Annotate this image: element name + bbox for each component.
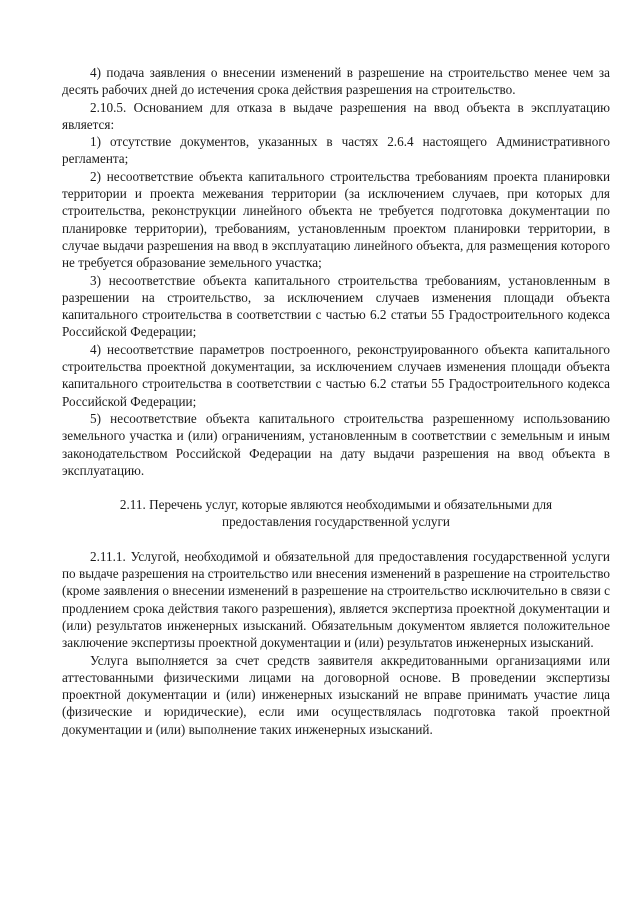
section-heading-line1: 2.11. Перечень услуг, которые являются необходимыми и обязательными для xyxy=(119,497,553,513)
paragraph-item-4-change-request: 4) подача заявления о внесении изменений в разрешение на строительство менее чем за десять рабочих дней до истечения срока действия разрешения на строительство. xyxy=(62,65,610,98)
list-item-4: 4) несоответствие параметров построенного, реконструированного объекта капитального строительства проектной документации, за исключением случаев изменения площади объекта капитального строительства в соответствии с частью 6.2 статьи 55 Градостроительного кодекса Российской Федерации; xyxy=(62,341,610,409)
section-heading-line2: предоставления государственной услуги xyxy=(222,514,450,530)
list-item-3: 3) несоответствие объекта капитального строительства требованиям, установленным в разрешении на строительство, за исключением случаев изменения площади объекта капитального строительства в соответствии с частью 6.2 статьи 55 Градостроительного кодекса Российской Федерации; xyxy=(62,272,610,340)
paragraph-service-terms: Услуга выполняется за счет средств заявителя аккредитованными организациями или аттестованными физическими лицами на договорной основе. В проведении экспертизы проектной документации и (или) инженерных изысканий не вправе принимать участие лица (физические и юридические), если ими осуществлялась подготовка такой проектной документации и (или) выполнение таких инженерных изысканий. xyxy=(62,652,610,737)
paragraph-2-10-5: 2.10.5. Основанием для отказа в выдаче разрешения на ввод объекта в эксплуатацию является: xyxy=(62,99,610,132)
document-page xyxy=(62,64,610,738)
spacer xyxy=(62,531,610,548)
list-item-1: 1) отсутствие документов, указанных в частях 2.6.4 настоящего Административного регламента; xyxy=(62,134,610,167)
section-heading-2-11 xyxy=(62,496,610,531)
list-item-5: 5) несоответствие объекта капитального строительства разрешенному использованию земельного участка и (или) ограничениям, установленным в соответствии с земельным и иным законодательством Российской Федерации на дату выдачи разрешения на ввод объекта в эксплуатацию. xyxy=(62,410,610,478)
list-item-2: 2) несоответствие объекта капитального строительства требованиям проекта планировки территории и проекта межевания территории (за исключением случаев, при которых для строительства, реконструкции линейного объекта не требуется подготовка документации по планировке территории), требованиям, установленным проектом планировки территории, в случае выдачи разрешения на ввод в эксплуатацию линейного объекта, для размещения которого не требуется образование земельного участка; xyxy=(62,168,610,271)
paragraph-2-11-1: 2.11.1. Услугой, необходимой и обязательной для предоставления государственной услуги по выдаче разрешения на строительство или внесения изменений в разрешение на строительство (кроме заявления о внесении изменений в разрешение на строительство исключительно в связи с продлением срока действия такого разрешения), является экспертиза проектной документации и (или) результатов инженерных изысканий. Обязательным документом является положительное заключение экспертизы проектной документации и (или) результатов инженерных изысканий. xyxy=(62,548,610,651)
